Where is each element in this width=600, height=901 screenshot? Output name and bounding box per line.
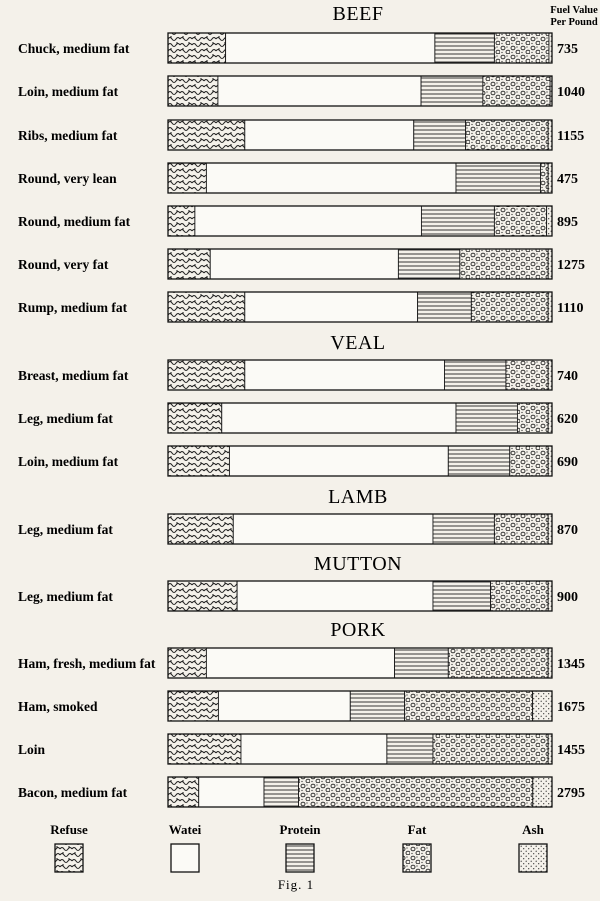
legend-label: Ash (522, 822, 544, 837)
fuel-value-label: 1455 (557, 743, 585, 758)
bar-segment-protein (398, 249, 459, 279)
fuel-value-header-line2: Per Pound (550, 17, 598, 28)
fuel-value-label: 2795 (557, 786, 585, 801)
bar-segment-fat (471, 292, 548, 322)
bar-row-lamb-leg-medium-fat (18, 514, 578, 544)
bar-segment-ash (533, 691, 552, 721)
bar-segment-refuse (168, 777, 199, 807)
bar-row-pork-bacon-medium-fat (18, 777, 585, 807)
bar-segment-fat (460, 249, 548, 279)
bar-segment-protein (395, 648, 449, 678)
bar-row-veal-leg-medium-fat (18, 403, 578, 433)
row-label: Chuck, medium fat (18, 41, 130, 56)
fuel-value-label: 900 (557, 590, 578, 605)
bar-segment-water (218, 691, 350, 721)
bar-row-pork-loin (18, 734, 585, 764)
bar-row-beef-round-very-fat (18, 249, 585, 279)
legend-label: Watei (168, 822, 202, 837)
row-label: Ham, smoked (18, 699, 98, 714)
section-title-beef: BEEF (332, 3, 384, 25)
legend-item-protein (280, 822, 322, 872)
bar-segment-refuse (168, 648, 206, 678)
legend-item-refuse (50, 822, 88, 872)
fuel-value-header-line1: Fuel Value (550, 5, 598, 16)
row-label: Ham, fresh, medium fat (18, 656, 156, 671)
bar-segment-fat (433, 734, 548, 764)
bar-segment-fat (494, 206, 546, 236)
legend-swatch (55, 844, 83, 872)
bar-segment-protein (264, 777, 299, 807)
bar-segment-protein (433, 514, 494, 544)
fuel-value-label: 1040 (557, 85, 585, 100)
fuel-value-label: 895 (557, 215, 578, 230)
bar-segment-water (218, 76, 421, 106)
fuel-value-label: 620 (557, 412, 578, 427)
fuel-value-label: 740 (557, 369, 578, 384)
bar-segment-water (206, 648, 394, 678)
bar-segment-water (210, 249, 398, 279)
bar-row-veal-loin-medium-fat (18, 446, 578, 476)
fuel-value-label: 1275 (557, 258, 585, 273)
row-label: Rump, medium fat (18, 300, 128, 315)
bar-segment-protein (435, 33, 495, 63)
bar-segment-refuse (168, 360, 245, 390)
bar-segment-protein (456, 403, 517, 433)
fuel-value-label: 870 (557, 523, 578, 538)
bar-segment-refuse (168, 249, 210, 279)
fuel-value-label: 735 (557, 42, 578, 57)
row-label: Loin, medium fat (18, 454, 119, 469)
section-title-pork: PORK (330, 619, 386, 641)
row-label: Leg, medium fat (18, 589, 113, 604)
bar-segment-fat (517, 403, 548, 433)
bar-segment-refuse (168, 292, 245, 322)
legend-label: Fat (407, 822, 427, 837)
bar-segment-protein (418, 292, 472, 322)
bar-segment-fat (491, 581, 549, 611)
bar-segment-ash (533, 777, 552, 807)
bar-row-pork-ham-fresh-medium-fat (18, 648, 585, 678)
bar-row-beef-loin-medium-fat (18, 76, 585, 106)
bar-segment-fat (483, 76, 550, 106)
bar-segment-water (226, 33, 435, 63)
bar-segment-water (245, 360, 445, 390)
row-label: Leg, medium fat (18, 411, 113, 426)
section-title-lamb: LAMB (328, 486, 388, 508)
bar-row-beef-ribs-medium-fat (18, 120, 584, 150)
bar-segment-fat (299, 777, 533, 807)
bar-segment-protein (421, 76, 483, 106)
bar-segment-fat (466, 120, 549, 150)
bar-segment-water (241, 734, 387, 764)
fuel-value-label: 1155 (557, 129, 585, 144)
bar-segment-water (233, 514, 433, 544)
bar-segment-protein (387, 734, 433, 764)
bar-segment-water (245, 292, 418, 322)
bar-segment-protein (421, 206, 494, 236)
bar-segment-fat (494, 33, 549, 63)
bar-segment-protein (350, 691, 404, 721)
legend-item-fat (403, 822, 431, 872)
bar-row-beef-round-very-lean (18, 163, 578, 193)
bar-segment-water (229, 446, 448, 476)
bar-segment-refuse (168, 514, 233, 544)
bar-segment-fat (448, 648, 548, 678)
bar-row-veal-breast-medium-fat (18, 360, 578, 390)
bar-segment-water (237, 581, 433, 611)
row-label: Bacon, medium fat (18, 785, 128, 800)
bar-segment-refuse (168, 120, 245, 150)
legend-label: Protein (279, 822, 321, 837)
row-label: Round, very lean (18, 171, 117, 186)
bar-segment-refuse (168, 403, 222, 433)
bar-segment-fat (510, 446, 548, 476)
bar-row-beef-chuck-medium-fat (18, 33, 578, 63)
legend-swatch (519, 844, 547, 872)
row-label: Loin, medium fat (18, 84, 119, 99)
chart-rows (18, 3, 585, 807)
bar-segment-protein (444, 360, 505, 390)
bar-segment-fat (494, 514, 548, 544)
chart-legend (50, 822, 547, 872)
fuel-value-label: 690 (557, 455, 578, 470)
row-label: Round, medium fat (18, 214, 131, 229)
legend-label: Refuse (50, 822, 88, 837)
fuel-value-label: 1345 (557, 657, 585, 672)
bar-segment-refuse (168, 33, 226, 63)
bar-row-beef-round-medium-fat (18, 206, 578, 236)
bar-segment-fat (540, 163, 548, 193)
row-label: Ribs, medium fat (18, 128, 118, 143)
legend-item-ash (519, 822, 547, 872)
bar-row-beef-rump-medium-fat (18, 292, 583, 322)
figure-caption: Fig. 1 (277, 877, 315, 892)
bar-segment-refuse (168, 691, 218, 721)
row-label: Loin (18, 742, 46, 757)
bar-segment-protein (414, 120, 466, 150)
bar-segment-refuse (168, 76, 218, 106)
bar-segment-refuse (168, 163, 206, 193)
bar-segment-water (195, 206, 422, 236)
fuel-value-label: 475 (557, 172, 578, 187)
bar-segment-refuse (168, 206, 195, 236)
bar-segment-protein (448, 446, 509, 476)
legend-item-water (169, 822, 202, 872)
bar-segment-protein (433, 581, 491, 611)
bar-segment-protein (456, 163, 540, 193)
fuel-value-label: 1675 (557, 700, 585, 715)
bar-row-pork-ham-smoked (18, 691, 585, 721)
bar-segment-water (245, 120, 414, 150)
bar-segment-water (199, 777, 264, 807)
bar-segment-fat (506, 360, 548, 390)
bar-segment-ash (547, 206, 552, 236)
bar-segment-water (206, 163, 456, 193)
bar-segment-refuse (168, 446, 229, 476)
bar-segment-refuse (168, 734, 241, 764)
legend-swatch (171, 844, 199, 872)
row-label: Breast, medium fat (18, 368, 129, 383)
bar-segment-refuse (168, 581, 237, 611)
legend-swatch (403, 844, 431, 872)
section-title-mutton: MUTTON (313, 553, 403, 575)
row-label: Round, very fat (18, 257, 109, 272)
row-label: Leg, medium fat (18, 522, 113, 537)
bar-segment-fat (405, 691, 533, 721)
legend-swatch (286, 844, 314, 872)
fuel-value-label: 1110 (557, 301, 584, 316)
bar-row-mutton-leg-medium-fat (18, 581, 578, 611)
section-title-veal: VEAL (330, 332, 386, 354)
bar-segment-water (222, 403, 456, 433)
